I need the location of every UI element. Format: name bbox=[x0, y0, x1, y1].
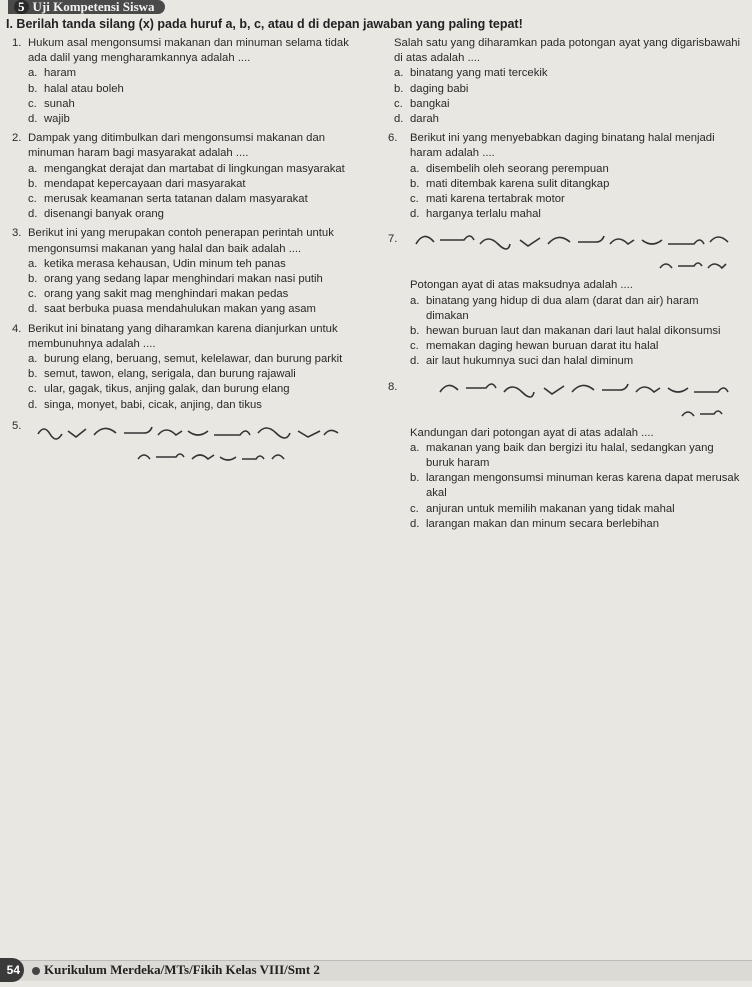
option-7c[interactable] bbox=[388, 339, 744, 354]
option-text: ketika merasa kehausan, Udin minum teh panas bbox=[44, 257, 286, 270]
option-3a[interactable] bbox=[6, 257, 366, 272]
section-title: Uji Kompetensi Siswa bbox=[32, 0, 155, 14]
question-number: 7. bbox=[388, 233, 398, 246]
arabic-verse-q8-line1 bbox=[410, 376, 740, 400]
option-letter: a. bbox=[410, 162, 420, 175]
question-6 bbox=[388, 131, 744, 161]
question-2 bbox=[6, 131, 366, 161]
option-text: mati ditembak karena sulit ditangkap bbox=[426, 177, 610, 190]
option-text: orang yang sedang lapar menghindari makan nasi putih bbox=[44, 273, 323, 286]
question-3 bbox=[6, 226, 366, 256]
option-letter: d. bbox=[410, 208, 420, 221]
option-letter: b. bbox=[394, 82, 404, 95]
option-letter: d. bbox=[410, 355, 420, 368]
option-text: harganya terlalu mahal bbox=[426, 208, 541, 221]
option-5a[interactable] bbox=[388, 66, 744, 81]
option-text: daging babi bbox=[410, 82, 469, 95]
arabic-verse-q8-line2 bbox=[410, 404, 740, 422]
option-letter: a. bbox=[28, 257, 38, 270]
arabic-verse-q5-line2 bbox=[28, 447, 348, 465]
option-2b[interactable] bbox=[6, 177, 366, 192]
option-letter: a. bbox=[410, 441, 420, 454]
question-number: 8. bbox=[388, 380, 398, 393]
question-8 bbox=[388, 376, 744, 422]
option-letter: d. bbox=[28, 303, 38, 316]
option-5b[interactable] bbox=[388, 82, 744, 97]
option-text: halal atau boleh bbox=[44, 82, 124, 95]
option-letter: a. bbox=[28, 162, 38, 175]
option-letter: b. bbox=[28, 82, 38, 95]
question-text: Potongan ayat di atas maksudnya adalah .... bbox=[410, 279, 633, 292]
page-footer bbox=[0, 948, 752, 987]
question-number: 3. bbox=[12, 227, 22, 240]
page-number: 54 bbox=[0, 958, 24, 982]
question-number: 5. bbox=[12, 419, 22, 432]
bullet-icon bbox=[32, 967, 40, 975]
option-text: binatang yang mati tercekik bbox=[410, 67, 548, 80]
option-text: disembelih oleh seorang perempuan bbox=[426, 162, 609, 175]
option-7d[interactable] bbox=[388, 354, 744, 369]
right-column bbox=[388, 36, 744, 532]
option-4a[interactable] bbox=[6, 352, 366, 367]
question-text: Kandungan dari potongan ayat di atas adalah .... bbox=[410, 426, 654, 439]
question-text: Dampak yang ditimbulkan dari mengonsumsi makanan dan minuman haram bagi masyarakat adalah .... bbox=[28, 132, 326, 160]
option-text: hewan buruan laut dan makanan dari laut halal dikonsumsi bbox=[426, 325, 721, 338]
question-7 bbox=[388, 228, 744, 274]
option-letter: a. bbox=[28, 67, 38, 80]
option-letter: b. bbox=[28, 368, 38, 381]
instruction: I. Berilah tanda silang (x) pada huruf a, b, c, atau d di depan jawaban yang paling tepat! bbox=[6, 17, 523, 31]
option-text: darah bbox=[410, 113, 439, 126]
option-1c[interactable] bbox=[6, 97, 366, 112]
section-title-pill bbox=[8, 0, 165, 14]
option-6b[interactable] bbox=[388, 177, 744, 192]
option-8c[interactable] bbox=[388, 502, 744, 517]
option-letter: b. bbox=[28, 273, 38, 286]
option-6a[interactable] bbox=[388, 162, 744, 177]
option-text: mendapat kepercayaan dari masyarakat bbox=[44, 177, 246, 190]
option-6c[interactable] bbox=[388, 192, 744, 207]
option-text: memakan daging hewan buruan darat itu halal bbox=[426, 340, 659, 353]
question-1 bbox=[6, 36, 366, 66]
left-column bbox=[6, 36, 366, 469]
option-letter: a. bbox=[410, 294, 420, 307]
question-number: 2. bbox=[12, 132, 22, 145]
option-2c[interactable] bbox=[6, 192, 366, 207]
question-5 bbox=[6, 419, 366, 465]
option-letter: b. bbox=[410, 472, 420, 485]
option-letter: d. bbox=[28, 113, 38, 126]
option-4d[interactable] bbox=[6, 398, 366, 413]
option-8b[interactable] bbox=[388, 471, 744, 501]
option-1a[interactable] bbox=[6, 66, 366, 81]
arabic-verse-q7-line2 bbox=[410, 256, 740, 274]
option-letter: c. bbox=[28, 97, 37, 110]
option-5d[interactable] bbox=[388, 112, 744, 127]
option-letter: c. bbox=[410, 502, 419, 515]
option-letter: b. bbox=[410, 177, 420, 190]
option-text: saat berbuka puasa mendahulukan makan yang asam bbox=[44, 303, 316, 316]
question-text: Berikut ini yang menyebabkan daging binatang halal menjadi haram adalah .... bbox=[410, 132, 715, 160]
option-text: ular, gagak, tikus, anjing galak, dan burung elang bbox=[44, 383, 290, 396]
option-letter: b. bbox=[410, 325, 420, 338]
option-letter: d. bbox=[28, 208, 38, 221]
option-letter: c. bbox=[410, 193, 419, 206]
option-text: air laut hukumnya suci dan halal diminum bbox=[426, 355, 634, 368]
option-7b[interactable] bbox=[388, 324, 744, 339]
option-text: haram bbox=[44, 67, 77, 80]
option-1b[interactable] bbox=[6, 82, 366, 97]
option-4c[interactable] bbox=[6, 382, 366, 397]
option-text: bangkai bbox=[410, 97, 450, 110]
option-letter: b. bbox=[28, 177, 38, 190]
option-2d[interactable] bbox=[6, 207, 366, 222]
option-letter: a. bbox=[28, 353, 38, 366]
footer-title: Kurikulum Merdeka/MTs/Fikih Kelas VIII/Smt 2 bbox=[44, 962, 320, 977]
section-number-badge: 5 bbox=[14, 0, 29, 14]
section-header bbox=[0, 0, 752, 14]
question-4 bbox=[6, 322, 366, 352]
option-8a[interactable] bbox=[388, 441, 744, 471]
option-text: binatang yang hidup di dua alam (darat dan air) haram dimakan bbox=[426, 294, 699, 322]
option-1d[interactable] bbox=[6, 112, 366, 127]
option-text: singa, monyet, babi, cicak, anjing, dan tikus bbox=[44, 398, 262, 411]
option-text: makanan yang baik dan bergizi itu halal, sedangkan yang buruk haram bbox=[426, 441, 714, 470]
option-text: sunah bbox=[44, 97, 75, 110]
option-letter: c. bbox=[28, 193, 37, 206]
question-text: Hukum asal mengonsumsi makanan dan minuman selama tidak ada dalil yang mengharamkannya adalah .... bbox=[28, 37, 349, 65]
option-text: wajib bbox=[44, 113, 70, 126]
question-number: 1. bbox=[12, 37, 22, 49]
option-3d[interactable] bbox=[6, 302, 366, 317]
option-8d[interactable] bbox=[388, 517, 744, 532]
option-text: merusak keamanan serta tatanan dalam masyarakat bbox=[44, 193, 308, 206]
option-5c[interactable] bbox=[388, 97, 744, 112]
arabic-verse-q5-line1 bbox=[28, 419, 348, 443]
option-letter: a. bbox=[394, 67, 404, 80]
question-number: 6. bbox=[388, 132, 398, 145]
question-7-continuation bbox=[388, 278, 744, 293]
option-text: larangan mengonsumsi minuman keras karena dapat merusak akal bbox=[426, 472, 740, 500]
arabic-verse-q7-line1 bbox=[410, 228, 740, 252]
option-text: larangan makan dan minum secara berlebihan bbox=[426, 517, 659, 530]
option-3c[interactable] bbox=[6, 287, 366, 302]
option-text: mengangkat derajat dan martabat di lingkungan masyarakat bbox=[44, 162, 345, 175]
option-text: mati karena tertabrak motor bbox=[426, 193, 565, 206]
question-text: Berikut ini binatang yang diharamkan karena dianjurkan untuk membunuhnya adalah .... bbox=[28, 322, 338, 350]
option-6d[interactable] bbox=[388, 207, 744, 222]
question-text: Salah satu yang diharamkan pada potongan ayat yang digarisbawahi di atas adalah .... bbox=[394, 37, 741, 65]
question-5-continuation bbox=[388, 36, 744, 66]
option-text: burung elang, beruang, semut, kelelawar, dan burung parkit bbox=[44, 353, 343, 366]
option-letter: c. bbox=[394, 97, 403, 110]
option-letter: c. bbox=[410, 340, 419, 353]
question-number: 4. bbox=[12, 322, 22, 335]
option-text: semut, tawon, elang, serigala, dan burung rajawali bbox=[44, 368, 296, 381]
option-2a[interactable] bbox=[6, 162, 366, 177]
question-8-continuation bbox=[388, 426, 744, 441]
option-text: disenangi banyak orang bbox=[44, 208, 164, 221]
option-3b[interactable] bbox=[6, 272, 366, 287]
option-4b[interactable] bbox=[6, 367, 366, 382]
option-letter: d. bbox=[410, 517, 420, 530]
option-letter: d. bbox=[394, 113, 404, 126]
question-text: Berikut ini yang merupakan contoh penerapan perintah untuk mengonsumsi makanan yang halal dan baik adalah .... bbox=[28, 227, 334, 255]
option-letter: c. bbox=[28, 288, 37, 301]
option-letter: d. bbox=[28, 398, 38, 411]
option-text: anjuran untuk memilih makanan yang tidak mahal bbox=[426, 502, 675, 515]
option-7a[interactable] bbox=[388, 294, 744, 324]
option-text: orang yang sakit mag menghindari makan pedas bbox=[44, 288, 289, 301]
option-letter: c. bbox=[28, 383, 37, 396]
